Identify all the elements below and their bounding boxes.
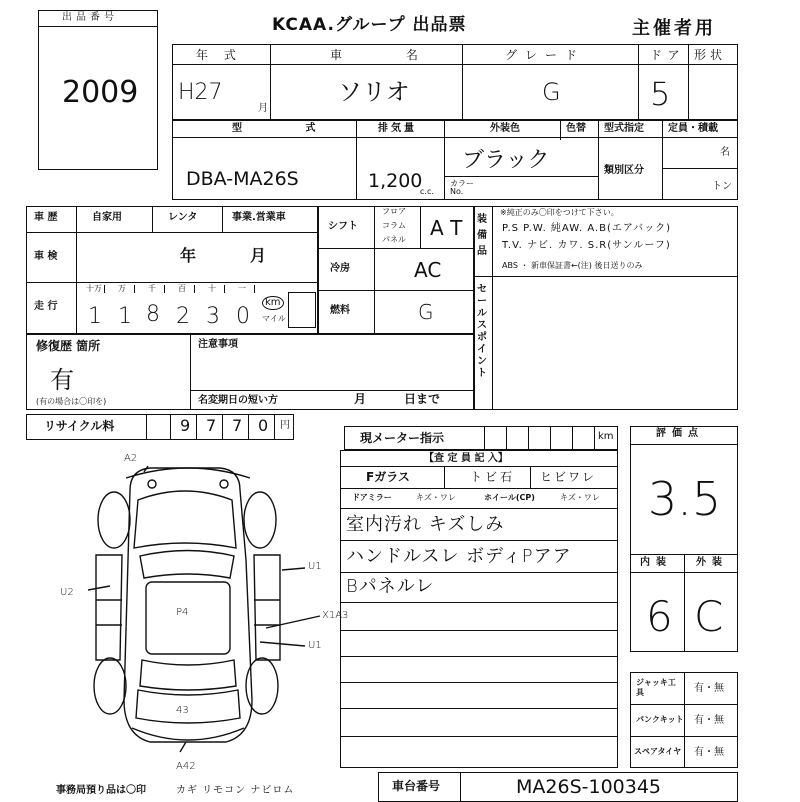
ac-label: 冷房 <box>330 263 350 274</box>
year-label: 年 式 <box>196 48 242 62</box>
business-label: 事業.営業車 <box>232 212 286 223</box>
inspection-label: 車 検 <box>34 251 58 262</box>
chassis-value: MA26S-100345 <box>516 776 662 798</box>
recycle-label: リサイクル料 <box>44 419 115 433</box>
shift-panel: パネル <box>382 235 406 244</box>
shape-label: 形状 <box>694 48 727 62</box>
caution-label: 注意事項 <box>198 339 238 350</box>
ext-color-value: ブラック <box>462 148 550 173</box>
crack-label: ヒビワレ <box>540 470 597 484</box>
color-no-label: カラーNo. <box>450 179 474 196</box>
grade-label: グレード <box>505 48 586 62</box>
color-change-label: 色替 <box>566 123 586 134</box>
private-label: 自家用 <box>92 212 122 223</box>
month-suffix: 月 <box>258 103 268 114</box>
rental-label: レンタ <box>168 212 198 223</box>
diagram-mark-top: A2 <box>124 453 138 464</box>
mirror-label: ドアミラー <box>352 493 392 502</box>
car-roof <box>146 582 230 654</box>
grade-value: G <box>542 78 561 106</box>
mirror-options: キズ・ワレ <box>416 493 456 502</box>
interior-value: 6 <box>646 592 673 641</box>
wheel-front-right <box>244 492 276 548</box>
wheel-label: ホイール(CP) <box>484 493 535 502</box>
equipment-line1: P.S P.W. 純AW. A.B(エアバック) <box>502 223 672 234</box>
score-label: 評価点 <box>656 428 704 439</box>
diagram-mark-left: U2 <box>60 587 74 598</box>
diagram-mark-right-1: U1 <box>308 561 322 572</box>
meter-label: 現メーター指示 <box>360 431 445 445</box>
note-line-3: Bパネルレ <box>346 576 435 597</box>
equipment-label: 装備品 <box>477 214 487 257</box>
recycle-digit: 9 <box>180 416 191 435</box>
chip-label: トビ石 <box>470 470 516 484</box>
repair-note: (有の場合は〇印を) <box>36 397 107 406</box>
car-hood <box>134 491 236 548</box>
shift-column: コラム <box>382 221 406 230</box>
digit-label: 百 <box>178 284 186 293</box>
expiry-month-label: 月 <box>354 392 367 406</box>
spare-label: スペアタイヤ <box>634 747 682 756</box>
organizer-label: 主催者用 <box>632 18 716 39</box>
history-label: 車 歴 <box>34 212 58 223</box>
displacement-label: 排気量 <box>378 123 417 134</box>
keys-note: 事務局預り品は〇印 <box>56 785 146 796</box>
fuel-value: G <box>418 300 434 324</box>
mileage-label: 走 行 <box>34 301 58 312</box>
recycle-digit: 7 <box>206 416 217 435</box>
door-value: 5 <box>650 75 671 113</box>
mileage-digit: 1 <box>88 304 102 329</box>
exterior-label: 外装 <box>696 557 728 568</box>
lot-label: 出品番号 <box>62 12 118 23</box>
ac-value: AC <box>414 258 442 282</box>
shift-label: シフト <box>328 221 358 232</box>
equipment-line2: T.V. ナビ. カワ. S.R(サンルーフ) <box>502 240 671 251</box>
car-rear-window <box>140 660 236 690</box>
category-label: 類別区分 <box>604 165 644 176</box>
recycle-digit: 0 <box>258 416 269 435</box>
car-name-value: ソリオ <box>338 78 410 106</box>
short-expiry-label: 名変期日の短い方 <box>198 395 278 406</box>
capacity-label: 定員・積載 <box>668 123 718 134</box>
mileage-digit: 0 <box>236 304 250 329</box>
jack-label: ジャッキ工具 <box>636 678 676 698</box>
persons-unit: 名 <box>720 147 730 158</box>
diagram-mark-right-3: U1 <box>308 640 322 651</box>
score-value: 3.5 <box>648 472 722 526</box>
diagram-mark-bottom: A42 <box>176 761 196 772</box>
digit-label: 十 <box>208 284 216 293</box>
inspection-month-label: 月 <box>250 246 267 265</box>
door-label: ドア <box>650 48 686 62</box>
digit-label: 千 <box>148 284 156 293</box>
left-side <box>96 555 122 660</box>
repair-value: 有 <box>50 366 74 394</box>
car-windshield <box>140 551 234 579</box>
form-title: KCAA.グループ 出品票 <box>272 15 467 35</box>
diagram-mark-center: P4 <box>176 607 189 618</box>
digit-label: 十万 <box>86 284 102 293</box>
lot-number: 2009 <box>62 75 139 110</box>
digit-label: 一 <box>238 284 246 293</box>
rear-bumper <box>132 728 244 740</box>
equipment-line3: ABS ・ 新車保証書←(注) 後日送りのみ <box>502 261 643 270</box>
sales-point-label: セールスポイント <box>477 284 487 379</box>
ext-color-label: 外装色 <box>490 123 520 134</box>
year-value: H27 <box>178 80 223 105</box>
mileage-digit: 1 <box>118 304 132 329</box>
mileage-digit: 8 <box>146 302 160 327</box>
glass-label: Fガラス <box>366 470 410 484</box>
car-name-label: 車 名 <box>330 48 448 62</box>
model-value: DBA-MA26S <box>186 168 299 190</box>
puncture-label: パンクキット <box>636 715 684 724</box>
interior-label: 内装 <box>640 557 672 568</box>
cc-unit: c.c. <box>420 187 434 196</box>
wheel-options-text: キズ・ワレ <box>560 493 600 502</box>
inspection-year-label: 年 <box>180 246 197 265</box>
displacement-value: 1,200 <box>368 170 423 192</box>
diagram-mark-right-2: X1A3 <box>322 610 349 621</box>
equipment-note: ※純正のみ〇印をつけて下さい。 <box>500 208 619 217</box>
wheel-front-left <box>98 492 130 548</box>
key-items: カギ リモコン ナビロム <box>176 785 295 796</box>
wheel-rear-left <box>94 658 126 714</box>
shift-value: AT <box>430 216 471 240</box>
repair-label: 修復歴 箇所 <box>36 339 101 353</box>
diagram-mark-rear: 43 <box>176 705 189 716</box>
right-side <box>254 555 280 660</box>
mileage-digit: 3 <box>206 304 220 329</box>
tons-unit: トン <box>712 181 732 192</box>
fuel-label: 燃料 <box>330 305 350 316</box>
mileage-digit: 2 <box>176 304 190 329</box>
jack-presence: 有・無 <box>694 683 724 694</box>
mile-label: マイル <box>262 314 286 323</box>
puncture-presence: 有・無 <box>694 715 724 726</box>
model-label: 型 式 <box>232 123 346 134</box>
meter-unit: km <box>598 431 614 442</box>
chassis-label: 車台番号 <box>392 779 441 793</box>
note-line-2: ハンドルスレ ボディPアア <box>346 546 572 567</box>
spare-presence: 有・無 <box>694 747 724 758</box>
exterior-value: C <box>694 592 724 641</box>
inspector-label: 【査 定 員 記 入】 <box>424 453 508 464</box>
type-spec-label: 型式指定 <box>604 123 644 134</box>
recycle-unit: 円 <box>280 420 290 431</box>
note-line-1: 室内汚れ キズしみ <box>346 514 505 535</box>
km-label: km <box>262 296 284 310</box>
digit-label: 万 <box>118 284 126 293</box>
expiry-day-label: 日まで <box>404 392 441 406</box>
recycle-digit: 7 <box>232 416 243 435</box>
shift-floor: フロア <box>382 207 406 216</box>
